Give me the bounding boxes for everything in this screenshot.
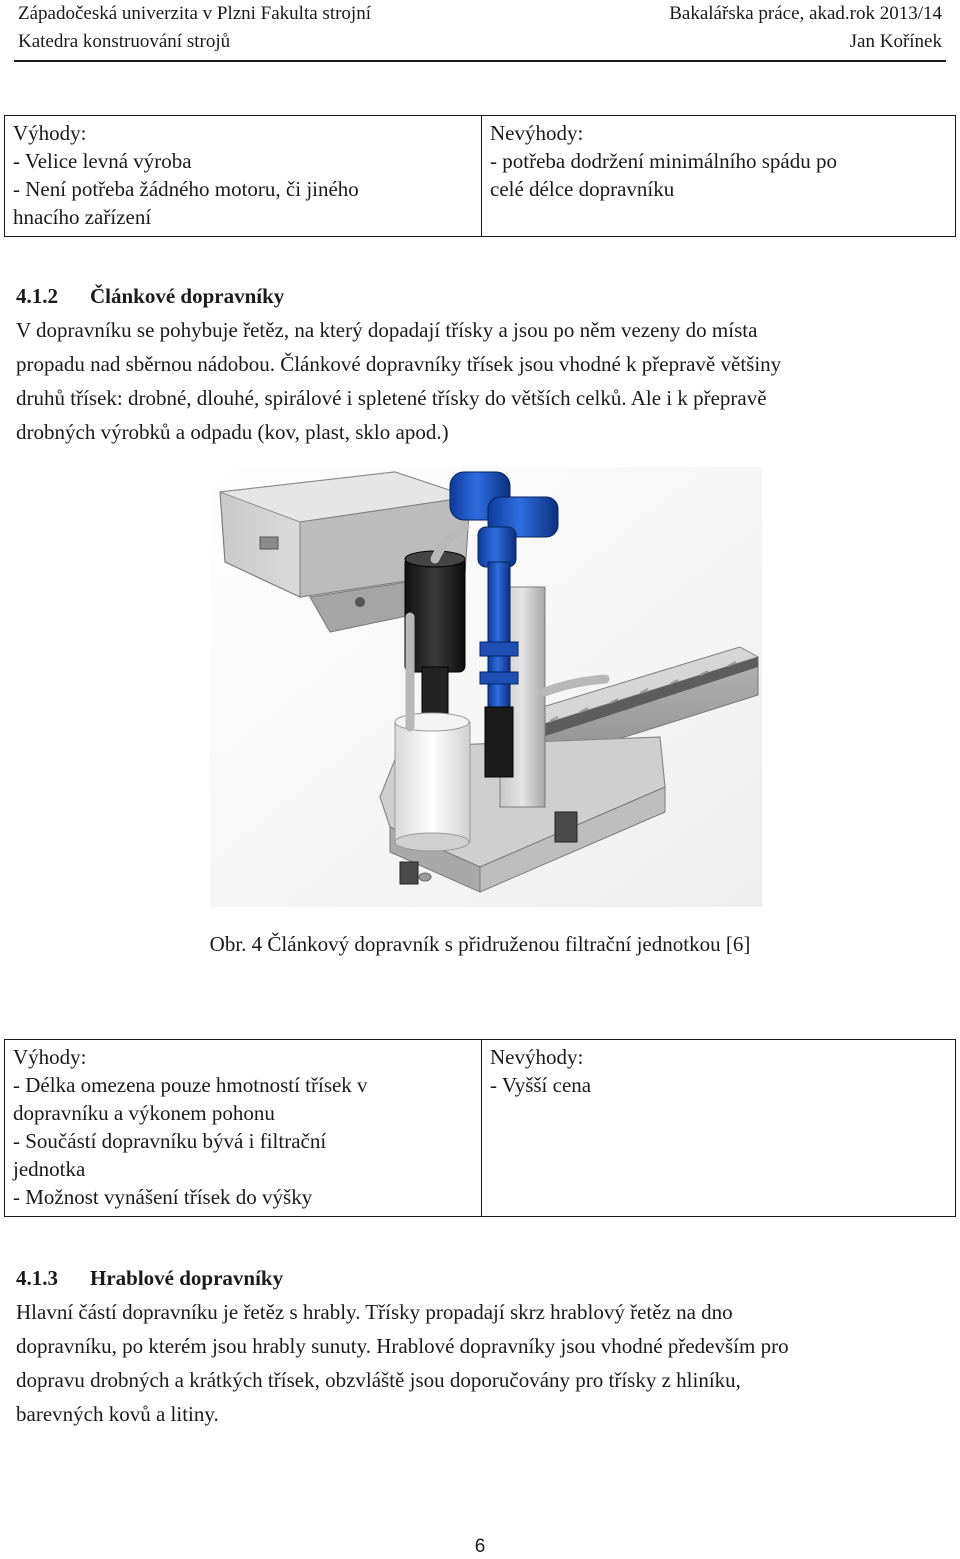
- header-thesis: Bakalářska práce, akad.rok 2013/14: [669, 3, 942, 24]
- pros-cons-table-chain: [4, 1039, 956, 1217]
- cons-item: - Vyšší cena: [490, 1073, 592, 1097]
- paragraph-line: druhů třísek: drobné, dlouhé, spirálové i spletené třísky do větších celků. Ale i k přepravě: [16, 386, 767, 410]
- section-heading-413: [16, 1266, 283, 1291]
- pros-item: - Možnost vynášení třísek do výšky: [13, 1185, 313, 1209]
- paragraph-line: drobných výrobků a odpadu (kov, plast, sklo apod.): [16, 420, 449, 444]
- cons-title: Nevýhody:: [490, 121, 584, 145]
- pros-item: jednotka: [13, 1157, 86, 1181]
- pros-item: dopravníku a výkonem pohonu: [13, 1101, 275, 1125]
- paragraph-line: propadu nad sběrnou nádobou. Článkové dopravníky třísek jsou vhodné k přepravě většiny: [16, 352, 782, 376]
- section-title: Hrablové dopravníky: [90, 1266, 284, 1290]
- pros-item: - Není potřeba žádného motoru, či jiného: [13, 177, 359, 201]
- paragraph-line: barevných kovů a litiny.: [16, 1402, 219, 1426]
- paragraph-line: Hlavní částí dopravníku je řetěz s hrably. Třísky propadají skrz hrablový řetěz na dno: [16, 1300, 733, 1324]
- header-author: Jan Kořínek: [849, 31, 942, 52]
- section-number: 4.1.2: [16, 284, 58, 308]
- pros-item: hnacího zařízení: [13, 205, 152, 229]
- cons-item: celé délce dopravníku: [490, 177, 675, 201]
- pros-item: - Délka omezena pouze hmotností třísek v: [13, 1073, 368, 1097]
- section-heading-412: [16, 284, 284, 309]
- section-413-paragraph: [16, 1295, 951, 1431]
- conveyor-figure: [210, 467, 762, 907]
- cons-cell: [482, 1040, 956, 1217]
- pros-item: - Velice levná výroba: [13, 149, 192, 173]
- pros-cell: [5, 116, 482, 237]
- cons-cell: [482, 116, 956, 237]
- pros-title: Výhody:: [13, 1045, 87, 1069]
- header-department: Katedra konstruování strojů: [18, 31, 231, 52]
- cons-item: - potřeba dodržení minimálního spádu po: [490, 149, 838, 173]
- section-number: 4.1.3: [16, 1266, 58, 1290]
- filter-cartridge: [395, 713, 470, 851]
- figure-caption: Obr. 4 Článkový dopravník s přidruženou filtrační jednotkou [6]: [209, 932, 751, 956]
- pros-cell: [5, 1040, 482, 1217]
- paragraph-line: V dopravníku se pohybuje řetěz, na který dopadají třísky a jsou po něm vezeny do místa: [16, 318, 758, 342]
- header-university: Západočeská univerzita v Plzni Fakulta strojní: [18, 3, 371, 24]
- pros-title: Výhody:: [13, 121, 87, 145]
- cons-title: Nevýhody:: [490, 1045, 584, 1069]
- page-number: 6: [474, 1536, 486, 1557]
- pros-item: - Součástí dopravníku bývá i filtrační: [13, 1129, 327, 1153]
- section-412-paragraph: [16, 313, 951, 449]
- paragraph-line: dopravu drobných a krátkých třísek, obzvláště jsou doporučovány pro třísky z hliníku,: [16, 1368, 741, 1392]
- header-divider: [14, 60, 946, 62]
- paragraph-line: dopravníku, po kterém jsou hrably sunuty. Hrablové dopravníky jsou vhodné především pro: [16, 1334, 789, 1358]
- pros-cons-table-gravity: [4, 115, 956, 237]
- section-title: Článkové dopravníky: [90, 284, 285, 308]
